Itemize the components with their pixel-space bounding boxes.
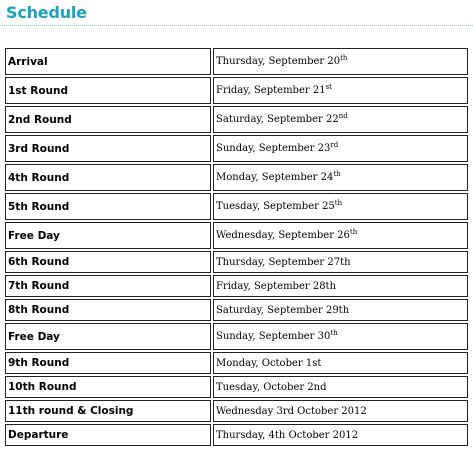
event-label: Free Day bbox=[5, 222, 211, 249]
table-row bbox=[5, 222, 468, 249]
event-date bbox=[213, 424, 468, 446]
event-label: 8th Round bbox=[5, 299, 211, 321]
event-date bbox=[213, 251, 468, 273]
event-date-text: Wednesday, September 26 bbox=[216, 230, 350, 241]
page-title: Schedule bbox=[6, 3, 87, 22]
event-date-text: Sunday, September 30 bbox=[216, 331, 331, 342]
event-label: 4th Round bbox=[5, 164, 211, 191]
event-date-text: Monday, October 1st bbox=[216, 357, 322, 369]
event-date bbox=[213, 222, 468, 249]
event-date-text: Sunday, September 23 bbox=[216, 143, 331, 154]
table-row bbox=[5, 424, 468, 446]
event-date bbox=[213, 135, 468, 162]
table-row bbox=[5, 106, 468, 133]
table-row bbox=[5, 400, 468, 422]
event-date bbox=[213, 323, 468, 350]
event-label: 3rd Round bbox=[5, 135, 211, 162]
date-suffix: th bbox=[349, 228, 358, 236]
event-date bbox=[213, 106, 468, 133]
event-label: Departure bbox=[5, 424, 211, 446]
event-label: Free Day bbox=[5, 323, 211, 350]
date-suffix: st bbox=[325, 83, 332, 91]
date-suffix: rd bbox=[330, 141, 339, 149]
event-label: 6th Round bbox=[5, 251, 211, 273]
table-row bbox=[5, 135, 468, 162]
table-row bbox=[5, 193, 468, 220]
table-row bbox=[5, 323, 468, 350]
table-row bbox=[5, 77, 468, 104]
event-date bbox=[213, 77, 468, 104]
event-label: 10th Round bbox=[5, 376, 211, 398]
date-suffix: nd bbox=[338, 112, 348, 120]
event-label: 11th round & Closing bbox=[5, 400, 211, 422]
table-row bbox=[5, 352, 468, 374]
event-date-text: Wednesday 3rd October 2012 bbox=[216, 405, 367, 417]
title-divider bbox=[0, 25, 473, 26]
event-date bbox=[213, 193, 468, 220]
event-date-text: Friday, September 28th bbox=[216, 280, 337, 292]
table-row bbox=[5, 48, 468, 75]
event-label: 9th Round bbox=[5, 352, 211, 374]
event-label: 7th Round bbox=[5, 275, 211, 297]
event-date-text: Saturday, September 29th bbox=[216, 304, 350, 316]
event-date bbox=[213, 400, 468, 422]
event-date-text: Thursday, 4th October 2012 bbox=[216, 429, 359, 441]
event-date-text: Friday, September 21 bbox=[216, 85, 326, 96]
event-date-text: Tuesday, September 25 bbox=[216, 201, 335, 212]
table-row bbox=[5, 164, 468, 191]
event-label: 5th Round bbox=[5, 193, 211, 220]
date-suffix: th bbox=[333, 170, 341, 178]
date-suffix: th bbox=[334, 199, 343, 207]
event-date bbox=[213, 299, 468, 321]
event-date bbox=[213, 48, 468, 75]
event-date-text: Tuesday, October 2nd bbox=[216, 381, 327, 393]
event-date-text: Thursday, September 20 bbox=[216, 56, 341, 67]
event-date-text: Saturday, September 22 bbox=[216, 114, 339, 125]
event-date bbox=[213, 376, 468, 398]
event-label: Arrival bbox=[5, 48, 211, 75]
date-suffix: th bbox=[340, 54, 348, 62]
table-row bbox=[5, 376, 468, 398]
event-label: 1st Round bbox=[5, 77, 211, 104]
table-row bbox=[5, 251, 468, 273]
event-date-text: Thursday, September 27th bbox=[216, 256, 351, 268]
table-row bbox=[5, 299, 468, 321]
event-date bbox=[213, 164, 468, 191]
event-date-text: Monday, September 24 bbox=[216, 172, 334, 183]
event-date bbox=[213, 275, 468, 297]
event-date bbox=[213, 352, 468, 374]
schedule-table bbox=[3, 46, 470, 448]
date-suffix: th bbox=[330, 329, 338, 337]
table-row bbox=[5, 275, 468, 297]
event-label: 2nd Round bbox=[5, 106, 211, 133]
